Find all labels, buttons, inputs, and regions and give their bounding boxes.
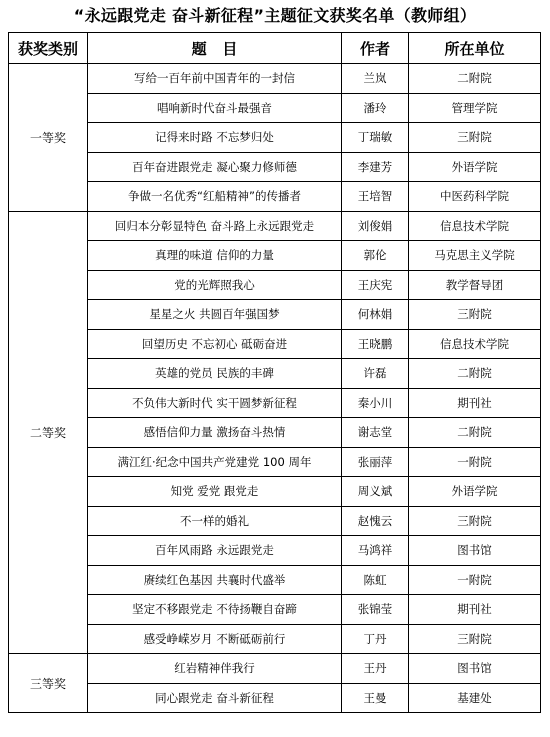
author-cell: 王丹 — [342, 654, 409, 684]
table-row — [9, 624, 541, 654]
essay-title-cell: 不负伟大新时代 实干圆梦新征程 — [88, 388, 342, 418]
awards-table — [8, 32, 541, 713]
unit-cell: 一附院 — [409, 447, 541, 477]
award-category-cell: 三等奖 — [9, 654, 88, 713]
table-row — [9, 418, 541, 448]
essay-title-cell: 知党 爱党 跟党走 — [88, 477, 342, 507]
unit-cell: 教学督导团 — [409, 270, 541, 300]
table-row — [9, 329, 541, 359]
unit-cell: 期刊社 — [409, 388, 541, 418]
table-header — [9, 33, 541, 64]
unit-cell: 三附院 — [409, 300, 541, 330]
header-row — [9, 33, 541, 64]
essay-title-cell: 星星之火 共圆百年强国梦 — [88, 300, 342, 330]
award-category-cell: 一等奖 — [9, 64, 88, 212]
unit-cell: 三附院 — [409, 506, 541, 536]
author-cell: 许磊 — [342, 359, 409, 389]
essay-title-cell: 争做一名优秀“红船精神”的传播者 — [88, 182, 342, 212]
table-row — [9, 182, 541, 212]
table-body — [9, 64, 541, 713]
table-row — [9, 93, 541, 123]
author-cell: 潘玲 — [342, 93, 409, 123]
essay-title-cell: 英雄的党员 民族的丰碑 — [88, 359, 342, 389]
author-cell: 王培智 — [342, 182, 409, 212]
unit-cell: 二附院 — [409, 418, 541, 448]
essay-title-cell: 唱响新时代奋斗最强音 — [88, 93, 342, 123]
author-cell: 谢志堂 — [342, 418, 409, 448]
essay-title-cell: 写给一百年前中国青年的一封信 — [88, 64, 342, 94]
header-title: 题 目 — [88, 33, 342, 64]
author-cell: 秦小川 — [342, 388, 409, 418]
essay-title-cell: 坚定不移跟党走 不待扬鞭自奋蹄 — [88, 595, 342, 625]
author-cell: 陈虹 — [342, 565, 409, 595]
essay-title-cell: 满江红·纪念中国共产党建党 100 周年 — [88, 447, 342, 477]
author-cell: 丁丹 — [342, 624, 409, 654]
unit-cell: 信息技术学院 — [409, 211, 541, 241]
unit-cell: 图书馆 — [409, 536, 541, 566]
unit-cell: 外语学院 — [409, 477, 541, 507]
table-row — [9, 270, 541, 300]
author-cell: 何林娟 — [342, 300, 409, 330]
table-row — [9, 654, 541, 684]
table-row — [9, 152, 541, 182]
essay-title-cell: 百年风雨路 永远跟党走 — [88, 536, 342, 566]
document-title: “永远跟党走 奋斗新征程”主题征文获奖名单（教师组） — [73, 6, 477, 25]
essay-title-cell: 红岩精神伴我行 — [88, 654, 342, 684]
author-cell: 王庆宪 — [342, 270, 409, 300]
unit-cell: 一附院 — [409, 565, 541, 595]
essay-title-cell: 党的光辉照我心 — [88, 270, 342, 300]
unit-cell: 三附院 — [409, 624, 541, 654]
unit-cell: 图书馆 — [409, 654, 541, 684]
author-cell: 丁瑞敏 — [342, 123, 409, 153]
table-row — [9, 447, 541, 477]
author-cell: 张丽萍 — [342, 447, 409, 477]
essay-title-cell: 不一样的婚礼 — [88, 506, 342, 536]
author-cell: 郭伦 — [342, 241, 409, 271]
essay-title-cell: 赓续红色基因 共襄时代盛举 — [88, 565, 342, 595]
unit-cell: 二附院 — [409, 359, 541, 389]
table-row — [9, 506, 541, 536]
author-cell: 刘俊娟 — [342, 211, 409, 241]
author-cell: 张锦莹 — [342, 595, 409, 625]
unit-cell: 基建处 — [409, 683, 541, 713]
unit-cell: 外语学院 — [409, 152, 541, 182]
essay-title-cell: 回归本分彰显特色 奋斗路上永远跟党走 — [88, 211, 342, 241]
essay-title-cell: 回望历史 不忘初心 砥砺奋进 — [88, 329, 342, 359]
table-row — [9, 595, 541, 625]
essay-title-cell: 百年奋进跟党走 凝心聚力修师德 — [88, 152, 342, 182]
table-row — [9, 241, 541, 271]
author-cell: 王晓鹏 — [342, 329, 409, 359]
essay-title-cell: 真理的味道 信仰的力量 — [88, 241, 342, 271]
author-cell: 李建芳 — [342, 152, 409, 182]
table-row — [9, 477, 541, 507]
table-row — [9, 388, 541, 418]
author-cell: 马鸿祥 — [342, 536, 409, 566]
essay-title-cell: 同心跟党走 奋斗新征程 — [88, 683, 342, 713]
unit-cell: 管理学院 — [409, 93, 541, 123]
author-cell: 兰岚 — [342, 64, 409, 94]
unit-cell: 期刊社 — [409, 595, 541, 625]
table-row — [9, 359, 541, 389]
unit-cell: 中医药科学院 — [409, 182, 541, 212]
header-author: 作者 — [342, 33, 409, 64]
table-row — [9, 300, 541, 330]
table-row — [9, 536, 541, 566]
unit-cell: 三附院 — [409, 123, 541, 153]
table-row — [9, 683, 541, 713]
unit-cell: 信息技术学院 — [409, 329, 541, 359]
author-cell: 赵愧云 — [342, 506, 409, 536]
unit-cell: 二附院 — [409, 64, 541, 94]
essay-title-cell: 感受峥嵘岁月 不断砥砺前行 — [88, 624, 342, 654]
essay-title-cell: 记得来时路 不忘梦归处 — [88, 123, 342, 153]
unit-cell: 马克思主义学院 — [409, 241, 541, 271]
essay-title-cell: 感悟信仰力量 激扬奋斗热情 — [88, 418, 342, 448]
table-row — [9, 64, 541, 94]
header-category: 获奖类别 — [9, 33, 88, 64]
author-cell: 王曼 — [342, 683, 409, 713]
author-cell: 周义斌 — [342, 477, 409, 507]
table-row — [9, 565, 541, 595]
award-category-cell: 二等奖 — [9, 211, 88, 654]
header-unit: 所在单位 — [409, 33, 541, 64]
table-row — [9, 211, 541, 241]
table-row — [9, 123, 541, 153]
